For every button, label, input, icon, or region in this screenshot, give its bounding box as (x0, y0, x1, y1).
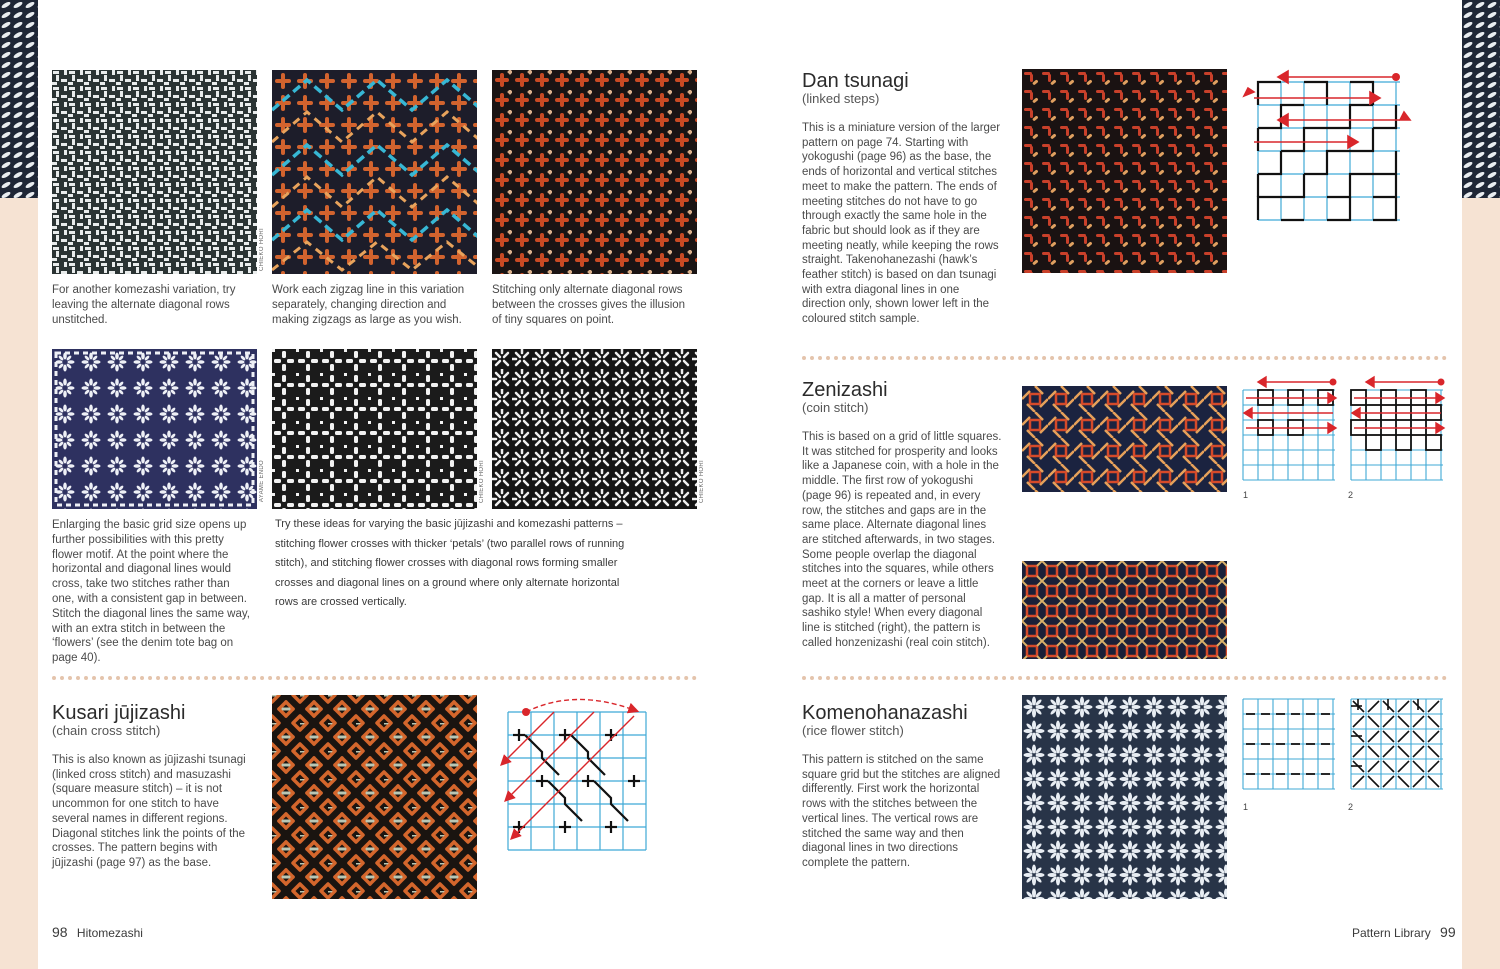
caption-komezashi-variation: For another komezashi variation, try leaving the alternate diagonal rows unstitched. (52, 284, 236, 326)
divider (802, 356, 1447, 360)
swatch-flower-motif (52, 349, 257, 509)
left-edge-fabric-strip (0, 0, 38, 198)
section-subtitle-dan-tsunagi: (linked steps) (802, 91, 880, 106)
swatch-alternate-diagonal (492, 70, 697, 274)
photo-credit: AYAME ENDO (259, 460, 265, 503)
divider (52, 676, 697, 680)
caption-zigzag-variation: Work each zigzag line in this variation separately, changing direction and making zigzags as large as you wish. (272, 284, 465, 326)
section-title-zenizashi: Zenizashi (802, 379, 888, 401)
footer-left (52, 924, 143, 940)
diagram-zenizashi-2 (1346, 374, 1456, 489)
photo-credit: CHIEKO HORI (259, 228, 265, 271)
section-body-zenizashi: This is based on a grid of little squares. It was stitched for prosperity and looks like a Japanese coin, with a hole in the middle. The first row of yokogushi (page 96) is repeated and, in every row, the stitches and gaps are in the same place. Alternate diagonal lines are stitched afterwards, in two stages. Some people overlap the diagonal stitches into the squares, while others meet at the corners or leave a little gap. It is all a matter of personal sashiko style! When every diagonal line is stitched (right), the pattern is called honzenizashi (real coin stitch). (802, 431, 1002, 649)
diagram-label: 1 (1243, 490, 1249, 500)
section-subtitle-kusari: (chain cross stitch) (52, 723, 161, 738)
diagram-komenohanazashi-1 (1240, 696, 1340, 801)
section-body-komenohanazashi: This pattern is stitched on the same square grid but the stitches are aligned differently. First work the horizontal rows with the stitches between the vertical lines. The vertical rows are stitched the same way and then diagonal lines in two directions complete the pattern. (802, 754, 1001, 869)
section-subtitle-zenizashi: (coin stitch) (802, 400, 869, 415)
divider (802, 676, 1447, 680)
section-title-komenohanazashi: Komenohanazashi (802, 702, 968, 724)
swatch-flower-crosses-diagonal (492, 349, 697, 509)
swatch-komenohanazashi (1022, 695, 1227, 899)
footer-right (1352, 924, 1456, 940)
running-head: Pattern Library (1352, 926, 1431, 940)
page-number: 99 (1440, 924, 1456, 940)
swatch-zigzag-variation (272, 70, 477, 274)
swatch-kusari-jujizashi (272, 695, 477, 899)
swatch-zenizashi-1 (1022, 386, 1227, 492)
photo-credit: CHIEKO HORI (699, 460, 705, 503)
running-head: Hitomezashi (76, 926, 143, 940)
section-title-dan-tsunagi: Dan tsunagi (802, 70, 909, 92)
caption-flower-motif: Enlarging the basic grid size opens up further possibilities with this pretty flower motif. At the point where the horizontal and diagonal lines would cross, take two stitches rather than one, with a consistent gap in between. Stitch the diagonal lines the same way, with an extra stitch in between the ‘flowers’ (see the denim tote bag on page 40). (52, 519, 250, 665)
section-subtitle-komenohanazashi: (rice flower stitch) (802, 723, 904, 738)
page-number: 98 (52, 924, 68, 940)
diagram-komenohanazashi-2 (1348, 696, 1448, 801)
swatch-zenizashi-2 (1022, 561, 1227, 659)
diagram-label: 2 (1348, 802, 1354, 812)
diagram-label: 2 (1348, 490, 1354, 500)
section-body-dan-tsunagi: This is a miniature version of the larger pattern on page 74. Starting with yokogushi (page 96) as the base, the ends of horizontal and vertical stitches meet to make the pattern. The ends of meeting stitches do not have to go through exactly the same hole in the fabric but should look as if they are meeting neatly, while keeping the rows straight. Takenohanezashi (hawk’s feather stitch) is based on dan tsunagi with extra diagonal lines in one direction only, shown lower left in the coloured stitch sample. (802, 122, 1001, 326)
swatch-dan-tsunagi (1022, 69, 1227, 273)
diagram-zenizashi-1 (1238, 374, 1343, 489)
diagram-label: 1 (1243, 802, 1249, 812)
caption-alternate-diagonal: Stitching only alternate diagonal rows between the crosses gives the illusion of tiny squares on point. (492, 284, 686, 326)
photo-credit: CHIEKO HORI (479, 460, 485, 503)
section-body-kusari: This is also known as jūjizashi tsunagi (linked cross stitch) and masuzashi (square measure stitch) – it is not uncommon for one stitch to have several names in different regions. Diagonal stitches link the points of the crosses. The pattern begins with jūjizashi (page 97) as the base. (52, 754, 246, 869)
diagram-kusari (494, 692, 654, 869)
swatch-komezashi-variation (52, 70, 257, 274)
caption-variations: Try these ideas for varying the basic jūjizashi and komezashi patterns – stitching flower crosses with thicker ‘petals’ (two parallel rows of running stitch), and stitching flower crosses with diagonal rows forming smaller crosses and diagonal lines on a ground where only alternate horizontal rows are crossed vertically. (275, 518, 625, 609)
right-edge-fabric-strip (1462, 0, 1500, 198)
swatch-flower-crosses-thick (272, 349, 477, 509)
diagram-dan-tsunagi (1240, 68, 1415, 231)
section-title-kusari: Kusari jūjizashi (52, 702, 186, 724)
